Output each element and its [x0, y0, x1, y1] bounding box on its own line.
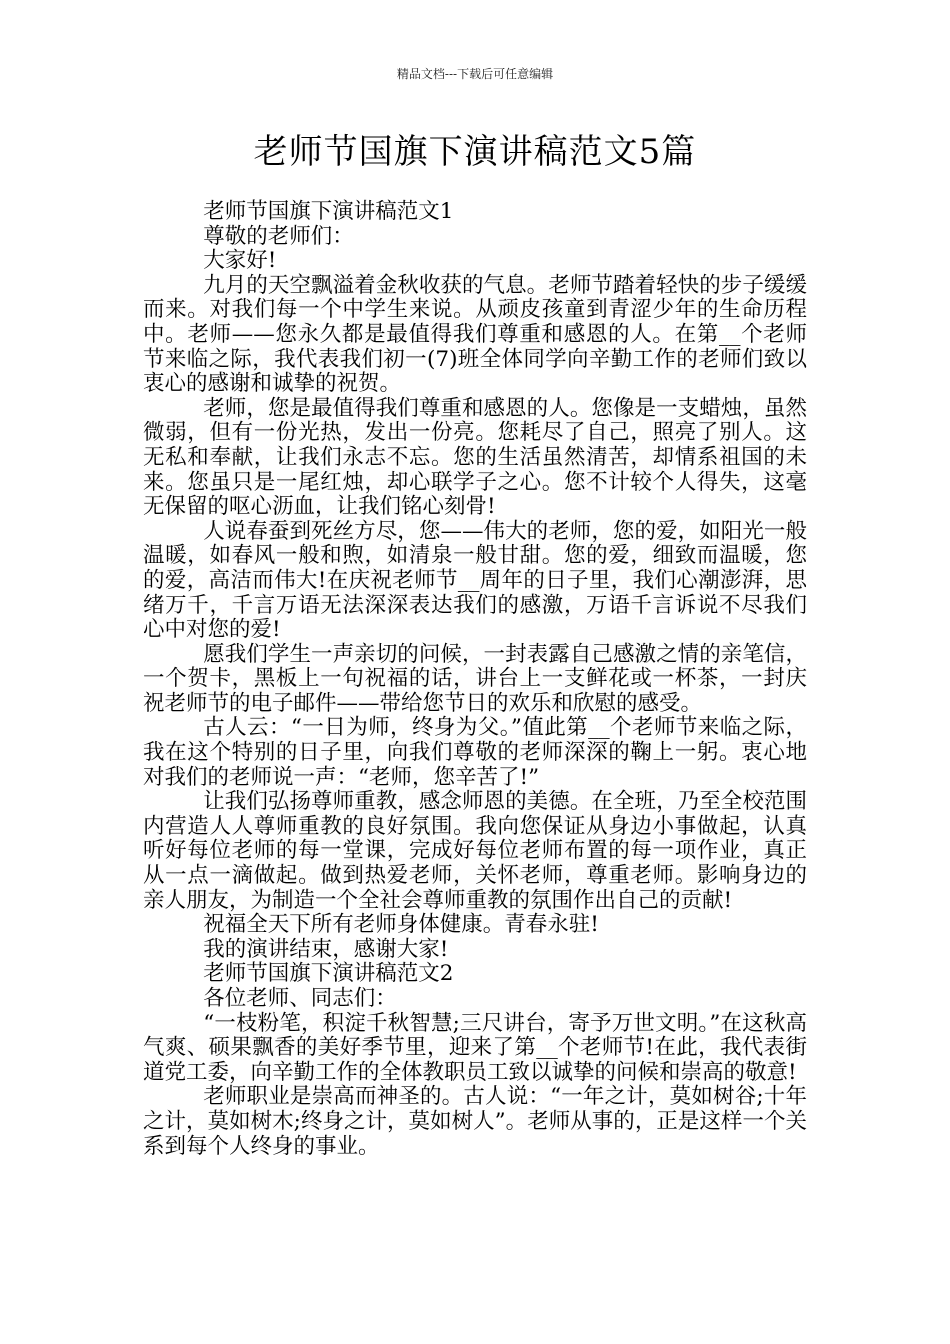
- body-paragraph: 老师职业是崇高而神圣的。古人说：“一年之计，莫如树谷;十年之计，莫如树木;终身之计，莫如树人”。老师从事的，正是这样一个关系到每个人终身的事业。: [143, 1084, 807, 1159]
- body-paragraph: 祝福全天下所有老师身体健康。青春永驻!: [203, 912, 599, 938]
- body-paragraph: 人说春蚕到死丝方尽，您——伟大的老师，您的爱，如阳光一般温暖，如春风一般和煦，如清泉一般甘甜。您的爱，细致而温暖，您的爱，高洁而伟大!在庆祝老师节__周年的日子里，我们心潮澎湃，思绪万千，千言万语无法深深表达我们的感激，万语千言诉说不尽我们心中对您的爱!: [143, 518, 807, 643]
- body-paragraph: 愿我们学生一声亲切的问候，一封表露自己感激之情的亲笔信，一个贺卡，黑板上一句祝福的话，讲台上一支鲜花或一杯茶，一封庆祝老师节的电子邮件——带给您节日的欢乐和欣慰的感受。: [143, 641, 807, 716]
- document-body: [143, 200, 807, 1159]
- body-paragraph: 老师，您是最值得我们尊重和感恩的人。您像是一支蜡烛，虽然微弱，但有一份光热，发出一份亮。您耗尽了自己，照亮了别人。这无私和奉献，让我们永志不忘。您的生活虽然清苦，却情系祖国的未来。您虽只是一尾红烛，却心联学子之心。您不计较个人得失，这毫无保留的呕心沥血，让我们铭心刻骨!: [143, 395, 807, 520]
- page-header-note: 精品文档---下载后可任意编辑: [396, 67, 554, 81]
- body-paragraph: 尊敬的老师们：: [203, 223, 354, 249]
- document-title: 老师节国旗下演讲稿范文5篇: [253, 132, 697, 172]
- body-paragraph: 老师节国旗下演讲稿范文1: [203, 199, 454, 224]
- body-paragraph: 九月的天空飘溢着金秋收获的气息。老师节踏着轻快的步子缓缓而来。对我们每一个中学生来说。从顽皮孩童到青涩少年的生命历程中。老师——您永久都是最值得我们尊重和感恩的人。在第__个老师节来临之际，我代表我们初一(7)班全体同学向辛勤工作的老师们致以衷心的感谢和诚挚的祝贺。: [143, 272, 807, 397]
- body-paragraph: 大家好!: [203, 248, 277, 274]
- body-paragraph: 老师节国旗下演讲稿范文2: [203, 961, 454, 987]
- body-paragraph: 让我们弘扬尊师重教，感念师恩的美德。在全班，乃至全校范围内营造人人尊师重教的良好氛围。我向您保证从身边小事做起，认真听好每位老师的每一堂课，完成好每位老师布置的每一项作业，真正从一点一滴做起。做到热爱老师，关怀老师，尊重老师。影响身边的亲人朋友，为制造一个全社会尊师重教的氛围作出自己的贡献!: [143, 789, 807, 913]
- body-paragraph: 古人云：“一日为师，终身为父。”值此第__个老师节来临之际，我在这个特别的日子里，向我们尊敬的老师深深的鞠上一躬。衷心地对我们的老师说一声：“老师，您辛苦了!”: [143, 715, 807, 790]
- body-paragraph: “一枝粉笔，积淀千秋智慧;三尺讲台，寄予万世文明。”在这秋高气爽、硕果飘香的美好季节里，迎来了第__个老师节!在此，我代表街道党工委，向辛勤工作的全体教职员工致以诚挚的问候和崇高的敬意!: [143, 1010, 807, 1085]
- body-paragraph: 各位老师、同志们：: [203, 986, 397, 1011]
- body-paragraph: 我的演讲结束，感谢大家!: [203, 936, 449, 962]
